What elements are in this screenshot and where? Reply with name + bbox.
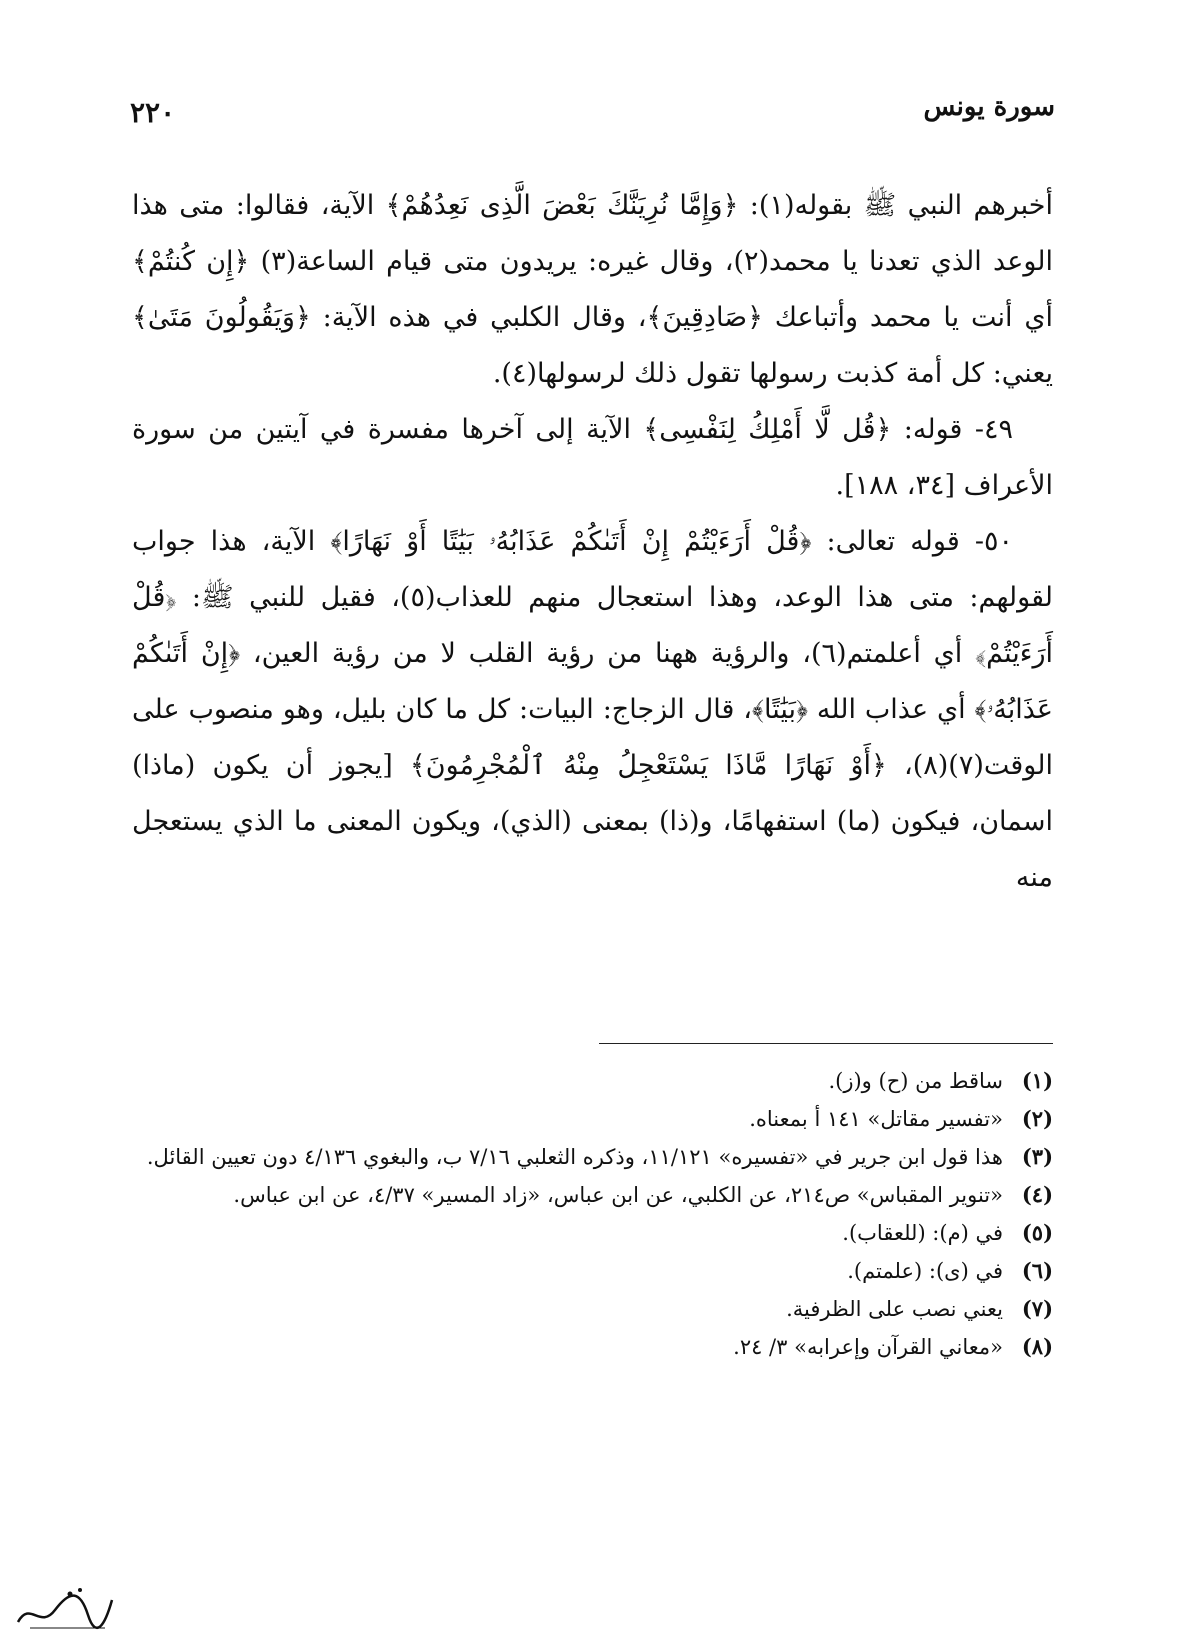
- main-text: [132, 178, 1053, 906]
- footnote-text: في (م): (للعقاب).: [842, 1221, 1003, 1245]
- footnote-text: «تفسير مقاتل» ١٤١ أ بمعناه.: [749, 1107, 1003, 1131]
- footnote-text: هذا قول ابن جرير في «تفسيره» ١١/١٢١، وذكره الثعلبي ٧/١٦ ب، والبغوي ٤/١٣٦ دون تعيين القائل.: [146, 1145, 1003, 1169]
- footnote-number: (٧): [1021, 1296, 1053, 1321]
- footnote-number: (٢): [1021, 1106, 1053, 1131]
- footnote-number: (٨): [1021, 1334, 1053, 1359]
- footnote-number: (٦): [1021, 1258, 1053, 1283]
- paragraph-2: ٤٩- قوله: ﴿قُل لَّا أَمْلِكُ لِنَفْسِى﴾ الآية إلى آخرها مفسرة في آيتين من سورة الأعراف [٣٤، ١٨٨].: [132, 414, 1053, 501]
- footnotes: [132, 1062, 1053, 1366]
- footnote-item: [132, 1138, 1053, 1176]
- footnote-item: [132, 1062, 1053, 1100]
- footnote-number: (٣): [1021, 1144, 1053, 1169]
- footnote-text: «معاني القرآن وإعرابه» ٣/ ٢٤.: [733, 1335, 1003, 1359]
- footnote-number: (١): [1021, 1068, 1053, 1093]
- footnote-item: [132, 1252, 1053, 1290]
- paragraph-1: أخبرهم النبي ﷺ بقوله(١): ﴿وَإِمَّا نُرِيَنَّكَ بَعْضَ الَّذِى نَعِدُهُمْ﴾ الآية، فقالوا: متى هذا الوعد الذي تعدنا يا محمد(٢)، وقال غيره: يريدون متى قيام الساعة(٣) ﴿إِن كُنتُمْ﴾ أي أنت يا محمد وأتباعك ﴿صَادِقِينَ﴾، وقال الكلبي في هذه الآية: ﴿وَيَقُولُونَ مَتَىٰ﴾ يعني: كل أمة كذبت رسولها تقول ذلك لرسولها(٤).: [132, 190, 1053, 389]
- footnote-separator: [599, 1043, 1053, 1044]
- footnote-number: (٥): [1021, 1220, 1053, 1245]
- paragraph-3: ٥٠- قوله تعالى: ﴿قُلْ أَرَءَيْتُمْ إِنْ أَتَىٰكُمْ عَذَابُهُۥ بَيَٰتًا أَوْ نَهَارًا﴾ الآية، هذا جواب لقولهم: متى هذا الوعد، وهذا استعجال منهم للعذاب(٥)، فقيل للنبي ﷺ: ﴿قُلْ أَرَءَيْتُمْ﴾ أي أعلمتم(٦)، والرؤية ههنا من رؤية القلب لا من رؤية العين، ﴿إِنْ أَتَىٰكُمْ عَذَابُهُۥ﴾ أي عذاب الله ﴿بَيَٰتًا﴾، قال الزجاج: البيات: كل ما كان بليل، وهو منصوب على الوقت(٧)(٨)، ﴿أَوْ نَهَارًا مَّاذَا يَسْتَعْجِلُ مِنْهُ ٱلْمُجْرِمُونَ﴾ [يجوز أن يكون (ماذا) اسمان، فيكون (ما) استفهامًا، و(ذا) بمعنى (الذي)، ويكون المعنى ما الذي يستعجل منه: [132, 526, 1054, 893]
- running-title: سورة يونس: [923, 92, 1055, 122]
- footnote-text: يعني نصب على الظرفية.: [786, 1297, 1003, 1321]
- footnote-item: [132, 1100, 1053, 1138]
- footnote-item: [132, 1176, 1053, 1214]
- page-header: [130, 92, 1055, 142]
- footnote-number: (٤): [1021, 1182, 1053, 1207]
- footnote-text: ساقط من (ح) و(ز).: [828, 1069, 1003, 1093]
- publisher-logo-icon: [10, 1570, 120, 1640]
- footnote-item: [132, 1214, 1053, 1252]
- page-number: ٢٢٠: [130, 96, 176, 129]
- footnote-item: [132, 1290, 1053, 1328]
- footnote-text: في (ى): (علمتم).: [847, 1259, 1003, 1283]
- footnote-item: [132, 1328, 1053, 1366]
- footnote-text: «تنوير المقباس» ص٢١٤، عن الكلبي، عن ابن عباس، «زاد المسير» ٤/٣٧، عن ابن عباس.: [233, 1183, 1003, 1207]
